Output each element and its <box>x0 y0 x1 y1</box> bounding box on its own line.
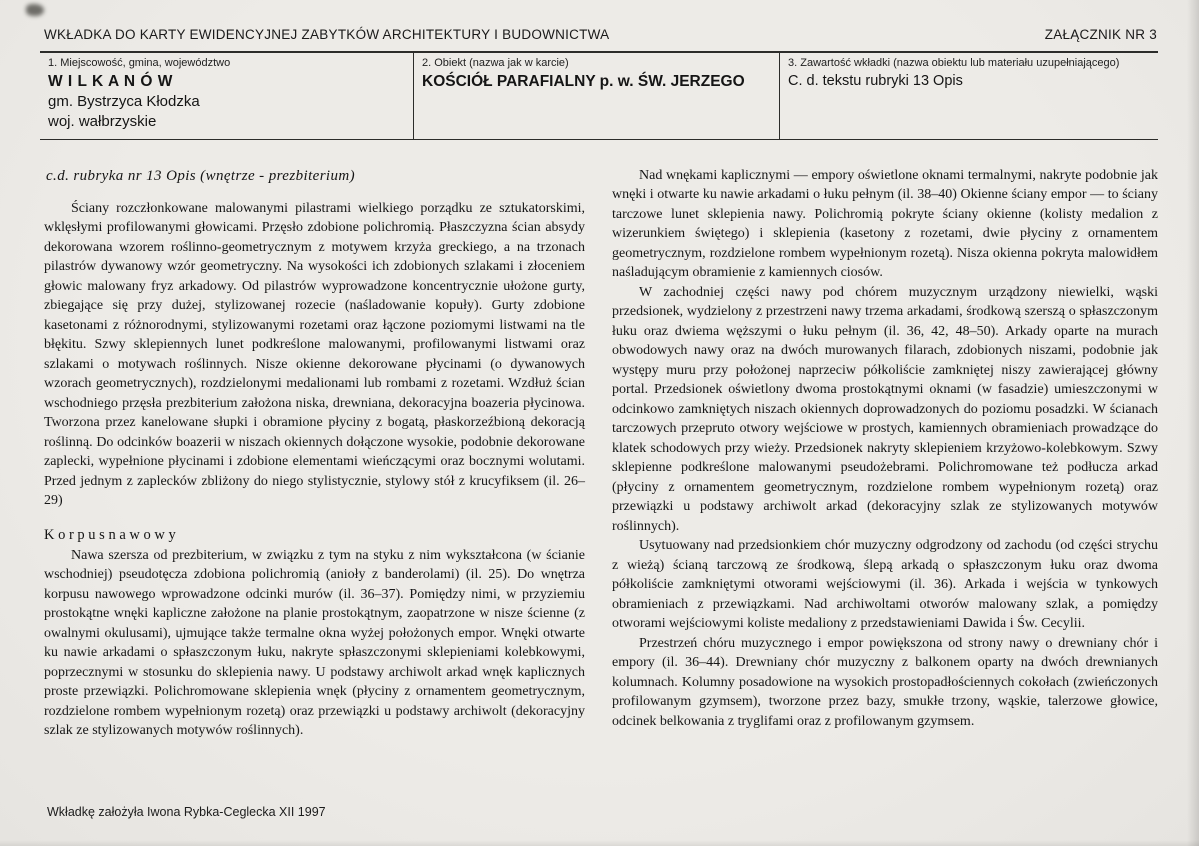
contents-value: C. d. tekstu rubryki 13 Opis <box>788 73 963 89</box>
location-field-label: 1. Miejscowość, gmina, województwo <box>48 57 231 69</box>
contents-field-label: 3. Zawartość wkładki (nazwa obiektu lub materiału uzupełniającego) <box>788 57 1120 69</box>
document-header <box>0 0 1199 51</box>
scan-edge-shade-bottom <box>0 840 1199 846</box>
scan-edge-shade-right <box>1187 0 1199 846</box>
location-name: W I L K A N Ó W <box>48 73 173 90</box>
paragraph-presbytery: Ściany rozczłonkowane malowanymi pilastrami wielkiego porządku ze sztukatorskimi, wklęsłymi profilowanymi głowicami. Przęsło zdobione polichromią. Płaszczyzna ścian absydy dekorowana wzorem roślinno-geometrycznym z motywem krzyża greckiego, a na trzonach pilastrów dywanowy wzór geometryczny. Na wysokości ich zdobionych szlakami i złoceniem głowic malowany fryz arkadowy. Od pilastrów wyprowadzone koncentrycznie ułożone gurty, zbiegające się przy dużej, stylizowanej rozecie (naśladowanie kopuły). Gurty zdobione kasetonami z różnorodnymi, stylizowanymi rozetami oraz łączone poziomymi listwami na tle błękitu. Szwy sklepiennych lunet podkreślone malowanymi, profilowanymi listwami oraz szlakami o motywach roślinnych. Nisze okienne dekorowane płycinami (o dywanowych wzorach geometrycznych), rozdzielonymi medalionami lub rombami z rozetami. Wzdłuż ścian wschodniego przęsła prezbiterium założona niska, drewniana, dekoracyjna boazeria płycinowa. Tworzona przez kanelowane słupki i obramione płyciny z bogatą, płaskorzeźbioną dekoracją roślinną. Do odcinków boazerii w niszach okiennych dołączone wysokie, podobnie dekorowane zaplecki, wypełnione płycinami i zdobione elementami wieńczącymi oraz bocznymi wolutami. Przed jednym z zaplecków zbliżony do niego stylistycznie, stylowy stół z krucyfiksem (il. 26–29) <box>44 200 585 509</box>
location-commune: gm. Bystrzyca Kłodzka <box>48 93 200 111</box>
paragraph-wooden-choir: Przestrzeń chóru muzycznego i empor powiększona od strony nawy o drewniany chór i empory (il. 36–44). Drewniany chór muzyczny z balkonem oparty na dwóch drewnianych kolumnach. Kolumny posadowione na wysokich prostopadłościennych cokołach (zwieńczonych profilowanym gzymsem), tworzone przez bazy, smukłe trzony, wąskie, talerzowe głowice, odcinek belkowania z tryglifami oraz z profilowanym gzymsem. <box>612 635 1158 729</box>
left-text-column <box>44 166 585 741</box>
form-cell-object <box>413 53 779 139</box>
scan-artifact-corner <box>26 4 44 16</box>
paragraph-galleries: Nad wnękami kaplicznymi — empory oświetlone oknami termalnymi, nakryte podobnie jak wnęki i otwarte ku nawie arkadami o łuku pełnym (il. 38–40) Okienne ściany empor — to ściany tarczowe lunet sklepienia nawy. Polichromią pokryte ściany okienne (kolisty medalion z wizerunkiem świętego) i sklepienia (kasetony z rozetami, dwie płyciny z ornamentem geometrycznym, rozdzielone rombem wypełnionym rozetą). Nisza okienna pokryta malowidłem naśladującym obramienie z kamiennych ciosów. <box>612 167 1158 281</box>
body-text-area <box>0 140 1199 741</box>
subsection-heading-korpus-nawowy: K o r p u s n a w o w y <box>44 526 176 543</box>
object-name: KOŚCIÓŁ PARAFIALNY p. w. ŚW. JERZEGO <box>422 73 745 90</box>
document-title: WKŁADKA DO KARTY EWIDENCYJNEJ ZABYTKÓW ARCHITEKTURY I BUDOWNICTWA <box>44 27 610 42</box>
form-cell-contents <box>779 53 1158 139</box>
footer-note: Wkładkę założyła Iwona Rybka-Ceglecka XII 1997 <box>47 805 326 819</box>
location-voivodeship: woj. wałbrzyskie <box>48 112 157 130</box>
form-cell-location <box>40 53 413 139</box>
paragraph-music-choir: Usytuowany nad przedsionkiem chór muzyczny odgrodzony od zachodu (od części strychu z wieżą) ścianą tarczową ze środkową, ślepą arkadą o spłaszczonym łuku oraz dwoma półkoliście zamkniętymi otworami wejściowymi (il. 36). Arkada i wejścia w tynkowych obramieniach z przewiązkami. Nad archiwoltami otworów malowany szlak, a pomiędzy otworami wejściowymi koliste medaliony z przedstawieniami Dawida i Św. Cecylii. <box>612 538 1158 632</box>
right-text-column <box>612 166 1158 741</box>
form-table <box>40 51 1158 140</box>
annex-label: ZAŁĄCZNIK NR 3 <box>1044 27 1157 42</box>
paragraph-nave: Nawa szersza od prezbiterium, w związku z tym na styku z nim wykształcona (w ścianie wschodniej) pseudotęcza zdobiona polichromią (anioły z banderolami) (il. 25). Do wnętrza korpusu nawowego wprowadzone odcinki murów (il. 36–37). Pomiędzy nimi, w przyziemiu prostokątne wnęki kapliczne założone na planie prostokątnym, zaopatrzone w nisze ścienne (z owalnymi okulusami), ujmujące także termalne okna wyżej położonych empor. Wnęki otwarte ku nawie arkadami o spłaszczonym łuku, nakryte spłaszczonymi sklepieniami kolebkowymi, poprzecznymi w stosunku do sklepienia nawy. U podstawy archiwolt arkad wnęk kaplicznych proste przewiązki. Polichromowane sklepienia wnęk (płyciny z ornamentem geometrycznym, rozdzielone rombem wypełnionym rozetą) oraz przewiązki u podstawy archiwolt (dekoracyjny szlak ze stylizowanych motywów roślinnych). <box>44 547 585 739</box>
section-heading-opis: c.d. rubryka nr 13 Opis (wnętrze - prezbiterium) <box>46 167 356 184</box>
object-field-label: 2. Obiekt (nazwa jak w karcie) <box>422 57 569 69</box>
paragraph-vestibule: W zachodniej części nawy pod chórem muzycznym urządzony niewielki, wąski przedsionek, wydzielony z przestrzeni nawy trzema arkadami, środkową szerszą o spłaszczonym łuku oraz dwiema węższymi o łuku pełnym (il. 36, 42, 48–50). Arkady oparte na murach obwodowych nawy oraz na dwóch murowanych filarach, zdobionych niszami, podobnie jak występy muru przy położonej naprzeciw półkoliście zamkniętej niszy zawierającej główny portal. Przedsionek oświetlony dwoma prostokątnymi oknami (w fasadzie) umieszczonymi w odcinkowo zamkniętych niszach okiennych doprowadzonych do poziomu posadzki. W ścianach tarczowych przepruto otwory wejściowe w prostych, kamiennych obramieniach prowadzące do klatek schodowych przy wieży. Przedsionek nakryty sklepieniem krzyżowo-kolebkowym. Szwy sklepienne podkreślone malowanymi pseudożebrami. Polichromowane też podłucza arkad (płyciny z ornamentem geometrycznym, rozdzielone rombem wypełnionym rozetą) oraz przewiązki u podstawy archiwolt arkad (dekoracyjny szlak ze stylizowanych motywów roślinnych). <box>612 284 1158 534</box>
